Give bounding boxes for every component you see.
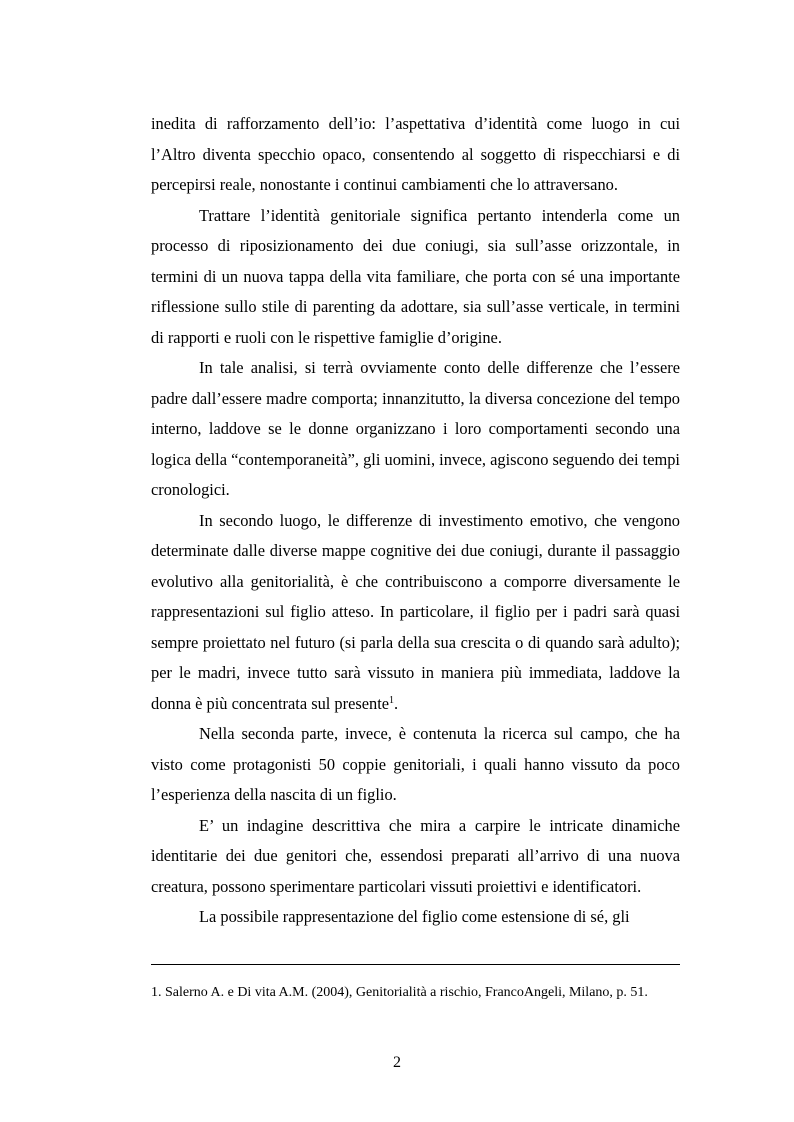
body-text xyxy=(151,109,680,933)
paragraph-1: inedita di rafforzamento dell’io: l’aspettativa d’identità come luogo in cui l’Altro diventa specchio opaco, consentendo al soggetto di rispecchiarsi e di percepirsi reale, nonostante i continui cambiamenti che lo attraversano. xyxy=(151,114,680,194)
footnote-divider xyxy=(151,964,680,965)
paragraph-7: La possibile rappresentazione del figlio come estensione di sé, gli xyxy=(199,907,630,926)
paragraph-4-period: . xyxy=(394,693,399,713)
paragraph-3: In tale analisi, si terrà ovviamente conto delle differenze che l’essere padre dall’essere madre comporta; innanzitutto, la diversa concezione del tempo interno, laddove se le donne organizzano i loro comportamenti secondo una logica della “contemporaneità”, gli uomini, invece, agiscono seguendo dei tempi cronologici. xyxy=(151,358,680,499)
footnote: 1. Salerno A. e Di vita A.M. (2004), Genitorialità a rischio, FrancoAngeli, Milano, p. 51. xyxy=(151,985,648,1000)
footnote-reference[interactable]: 1 xyxy=(389,694,395,706)
page-number: 2 xyxy=(393,1054,401,1071)
paragraph-4 xyxy=(151,506,680,720)
paragraph-2: Trattare l’identità genitoriale significa pertanto intenderla come un processo di riposizionamento dei due coniugi, sia sull’asse orizzontale, in termini di un nuova tappa della vita familiare, che porta con sé una importante riflessione sullo stile di parenting da adottare, sia sull’asse verticale, in termini di rapporti e ruoli con le rispettive famiglie d’origine. xyxy=(151,205,680,347)
paragraph-4-text: In secondo luogo, le differenze di investimento emotivo, che vengono determinate dalle diverse mappe cognitive dei due coniugi, durante il passaggio evolutivo alla genitorialità, è che contribuiscono a comporre diversamente le rappresentazioni sul figlio atteso. In particolare, il figlio per i padri sarà quasi sempre proiettato nel futuro (si parla della sua crescita o di quando sarà adulto); per le madri, invece tutto sarà vissuto in maniera più immediata, laddove la donna è più concentrata sul presente xyxy=(151,510,680,713)
paragraph-6: E’ un indagine descrittiva che mira a carpire le intricate dinamiche identitarie dei due genitori che, essendosi preparati all’arrivo di una nuova creatura, possono sperimentare particolari vissuti proiettivi e identificatori. xyxy=(151,815,680,896)
paragraph-5: Nella seconda parte, invece, è contenuta la ricerca sul campo, che ha visto come protagonisti 50 coppie genitoriali, i quali hanno vissuto da poco l’esperienza della nascita di un figlio. xyxy=(151,724,680,804)
